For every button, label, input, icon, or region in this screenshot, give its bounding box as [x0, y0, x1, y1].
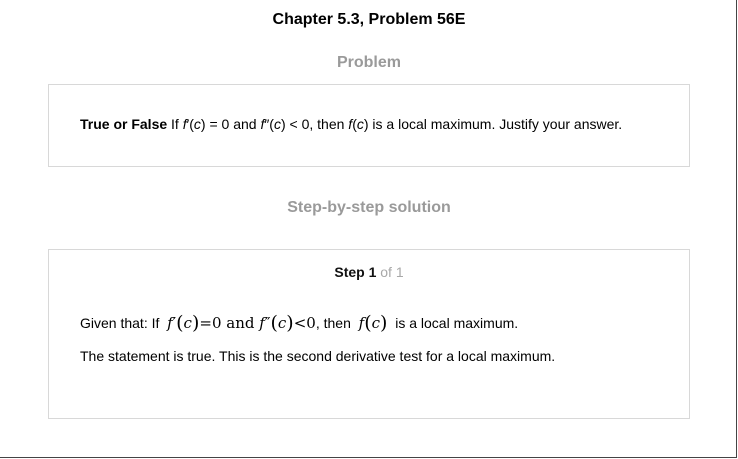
given-line: Given that: If f′(c)=0 and f″(c)<0, then f(c) is a local maximum. [80, 312, 519, 334]
step-label: Step 1 [334, 264, 377, 280]
solution-box [48, 249, 690, 419]
math-f-prime-c-eq-0: f′(c)=0 and f″(c)<0 [167, 312, 316, 334]
conclusion-line: The statement is true. This is the second derivative test for a local maximum. [80, 348, 556, 364]
solution-heading: Step-by-step solution [287, 199, 451, 216]
step-count: of 1 [380, 264, 404, 280]
step-indicator [49, 264, 689, 280]
problem-heading: Problem [336, 54, 401, 71]
math-f-c: f(c) [358, 312, 388, 334]
problem-box [48, 84, 690, 167]
true-false-label: True or False [80, 116, 168, 132]
page-title: Chapter 5.3, Problem 56E [272, 11, 466, 28]
problem-statement: True or False If f′(c) = 0 and f″(c) < 0, then f(c) is a local maximum. Justify your answer. [80, 116, 623, 132]
